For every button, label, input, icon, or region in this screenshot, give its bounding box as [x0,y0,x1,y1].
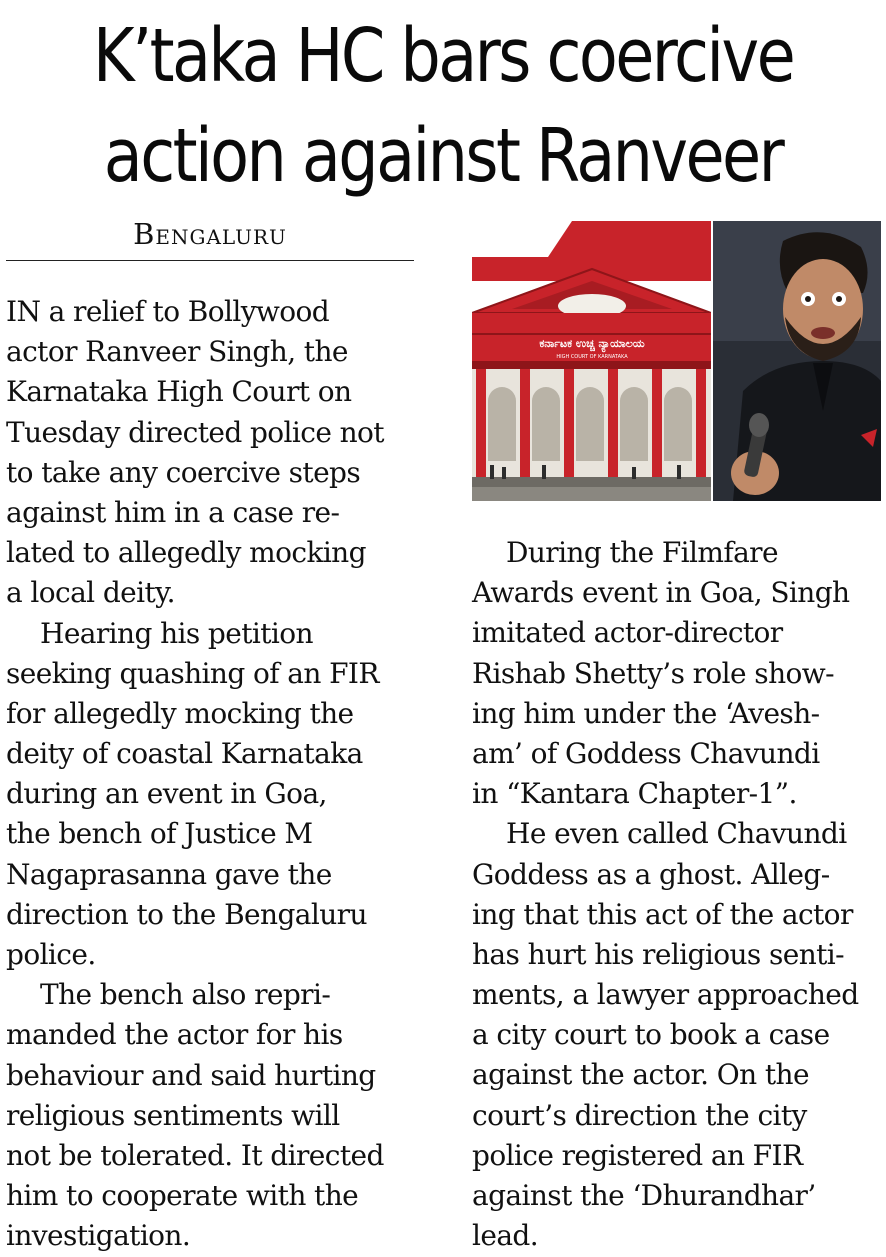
article-line: lated to allegedly mocking [6,536,366,570]
court-building-illustration [472,221,711,501]
article-line: Rishab Shetty’s role show- [472,656,834,690]
ranveer-singh-photo [713,221,881,501]
actor-illustration [713,221,881,501]
article-line: deity of coastal Karnataka [6,737,363,771]
article-line: the bench of Justice M [6,817,313,851]
article-line: Tuesday directed police not [6,415,384,449]
article-line: ing that this act of the actor [472,897,853,931]
article-line: has hurt his religious senti- [472,937,845,971]
article-line: a city court to book a case [472,1018,830,1052]
article-line: Karnataka High Court on [6,375,352,409]
article-line: He even called Chavundi [506,817,847,851]
article-line: to take any coercive steps [6,455,361,489]
article-line: police registered an FIR [472,1138,803,1172]
article-line: manded the actor for his [6,1018,343,1052]
article-line: during an event in Goa, [6,777,327,811]
article-line: a local deity. [6,576,175,610]
high-court-building-photo [472,221,711,501]
dateline: Bengaluru [6,214,414,261]
article-line: police. [6,938,96,971]
article-line: direction to the Bengaluru [6,897,367,931]
court-signboard-kannada: ಕರ್ನಾಟಕ ಉಚ್ಚ ನ್ಯಾಯಾಲಯ [539,337,645,350]
article-line: in “Kantara Chapter-1”. [472,777,797,811]
article-line: investigation. [6,1219,191,1253]
article-line: IN a relief to Bollywood [6,295,330,328]
article-line: During the Filmfare [506,536,778,569]
headline [62,6,824,206]
article-column-right [472,533,886,1256]
article-line: actor Ranveer Singh, the [6,335,348,369]
article-line: Nagaprasanna gave the [6,857,332,891]
article-line: for allegedly mocking the [6,696,354,730]
article-column-left [6,292,426,1257]
article-line: behaviour and said hurting [6,1058,376,1092]
court-signboard-english: HIGH COURT OF KARNATAKA [556,354,628,360]
article-line: ing him under the ‘Avesh- [472,696,820,730]
article-line: religious sentiments will [6,1098,340,1132]
article-line: The bench also repri- [40,978,331,1012]
article-line: court’s direction the city [472,1098,807,1132]
article-line: am’ of Goddess Chavundi [472,736,820,770]
article-line: against the ‘Dhurandhar’ [472,1179,816,1212]
article-line: Goddess as a ghost. Alleg- [472,857,830,891]
article-line: ments, a lawyer approached [472,978,859,1012]
article-line: Awards event in Goa, Singh [472,576,850,610]
article-line: lead. [472,1219,539,1253]
article-line: against him in a case re- [6,495,340,529]
article-line: seeking quashing of an FIR [6,656,379,690]
article-line: imitated actor-director [472,616,783,650]
article-line: Hearing his petition [40,616,313,650]
headline-line-2: action against Ranveer [103,113,783,199]
headline-line-1: K’taka HC bars coercive [92,13,794,99]
article-line: him to cooperate with the [6,1179,359,1213]
article-line: against the actor. On the [472,1058,809,1092]
article-line: not be tolerated. It directed [6,1138,384,1172]
